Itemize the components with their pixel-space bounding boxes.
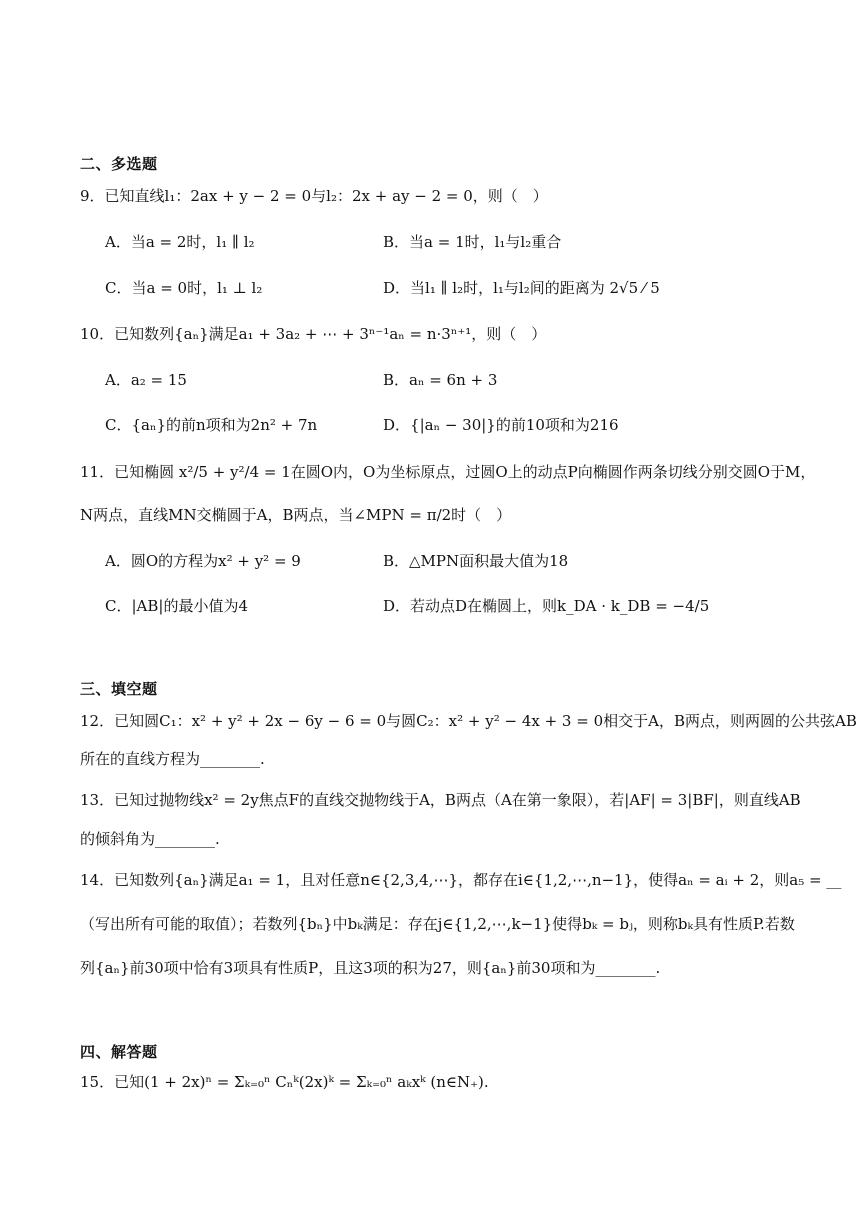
question-9-stem: 9．已知直线l₁：2ax + y − 2 = 0与l₂：2x + ay − 2 = 0，则（ ） — [80, 187, 548, 205]
question-15-stem: 15．已知(1 + 2x)ⁿ = Σₖ₌₀ⁿ Cₙᵏ(2x)ᵏ = Σₖ₌₀ⁿ aₖxᵏ (n∈N₊). — [80, 1073, 489, 1091]
section-heading-fill-in: 三、填空题 — [80, 680, 158, 698]
section-heading-multiple-choice: 二、多选题 — [80, 155, 158, 173]
question-11-option-b: B．△MPN面积最大值为18 — [383, 552, 569, 570]
question-10-option-b: B．aₙ = 6n + 3 — [383, 371, 498, 389]
section-heading-answer: 四、解答题 — [80, 1043, 158, 1061]
question-10-option-a: A．a₂ = 15 — [105, 371, 187, 389]
question-10-option-c: C．{aₙ}的前n项和为2n² + 7n — [105, 416, 318, 434]
question-9-option-b: B．当a = 1时，l₁与l₂重合 — [383, 233, 562, 251]
question-12-line-1: 12．已知圆C₁：x² + y² + 2x − 6y − 6 = 0与圆C₂：x² + y² − 4x + 3 = 0相交于A，B两点，则两圆的公共弦AB — [80, 712, 857, 730]
question-9-option-d: D．当l₁ ∥ l₂时，l₁与l₂间的距离为 2√5 ⁄ 5 — [383, 279, 660, 297]
question-12-line-2: 所在的直线方程为________. — [80, 750, 265, 768]
question-11-stem-line-1: 11．已知椭圆 x²/5 + y²/4 = 1在圆O内，O为坐标原点，过圆O上的动点P向椭圆作两条切线分别交圆O于M， — [80, 463, 816, 481]
question-13-line-2: 的倾斜角为________. — [80, 830, 220, 848]
question-11-option-d: D．若动点D在椭圆上，则k_DA · k_DB = −4/5 — [383, 597, 710, 615]
question-9-option-a: A．当a = 2时，l₁ ∥ l₂ — [105, 233, 255, 251]
question-11-option-c: C．|AB|的最小值为4 — [105, 597, 248, 615]
question-10-stem: 10．已知数列{aₙ}满足a₁ + 3a₂ + ⋯ + 3ⁿ⁻¹aₙ = n·3ⁿ⁺¹，则（ ） — [80, 325, 547, 343]
question-14-line-1: 14．已知数列{aₙ}满足a₁ = 1，且对任意n∈{2,3,4,⋯}，都存在i∈{1,2,⋯,n−1}，使得aₙ = aᵢ + 2，则a₅ = __ — [80, 871, 842, 889]
question-9-option-c: C．当a = 0时，l₁ ⊥ l₂ — [105, 279, 263, 297]
question-13-line-1: 13．已知过抛物线x² = 2y焦点F的直线交抛物线于A，B两点（A在第一象限），若|AF| = 3|BF|，则直线AB — [80, 791, 801, 809]
question-11-option-a: A．圆O的方程为x² + y² = 9 — [105, 552, 301, 570]
question-10-option-d: D．{|aₙ − 30|}的前10项和为216 — [383, 416, 619, 434]
question-14-line-2: （写出所有可能的取值）；若数列{bₙ}中bₖ满足：存在j∈{1,2,⋯,k−1}使得bₖ = bⱼ，则称bₖ具有性质P.若数 — [80, 915, 795, 933]
question-14-line-3: 列{aₙ}前30项中恰有3项具有性质P，且这3项的积为27，则{aₙ}前30项和为________. — [80, 959, 661, 977]
question-11-stem-line-2: N两点，直线MN交椭圆于A，B两点，当∠MPN = π/2时（ ） — [80, 506, 512, 524]
